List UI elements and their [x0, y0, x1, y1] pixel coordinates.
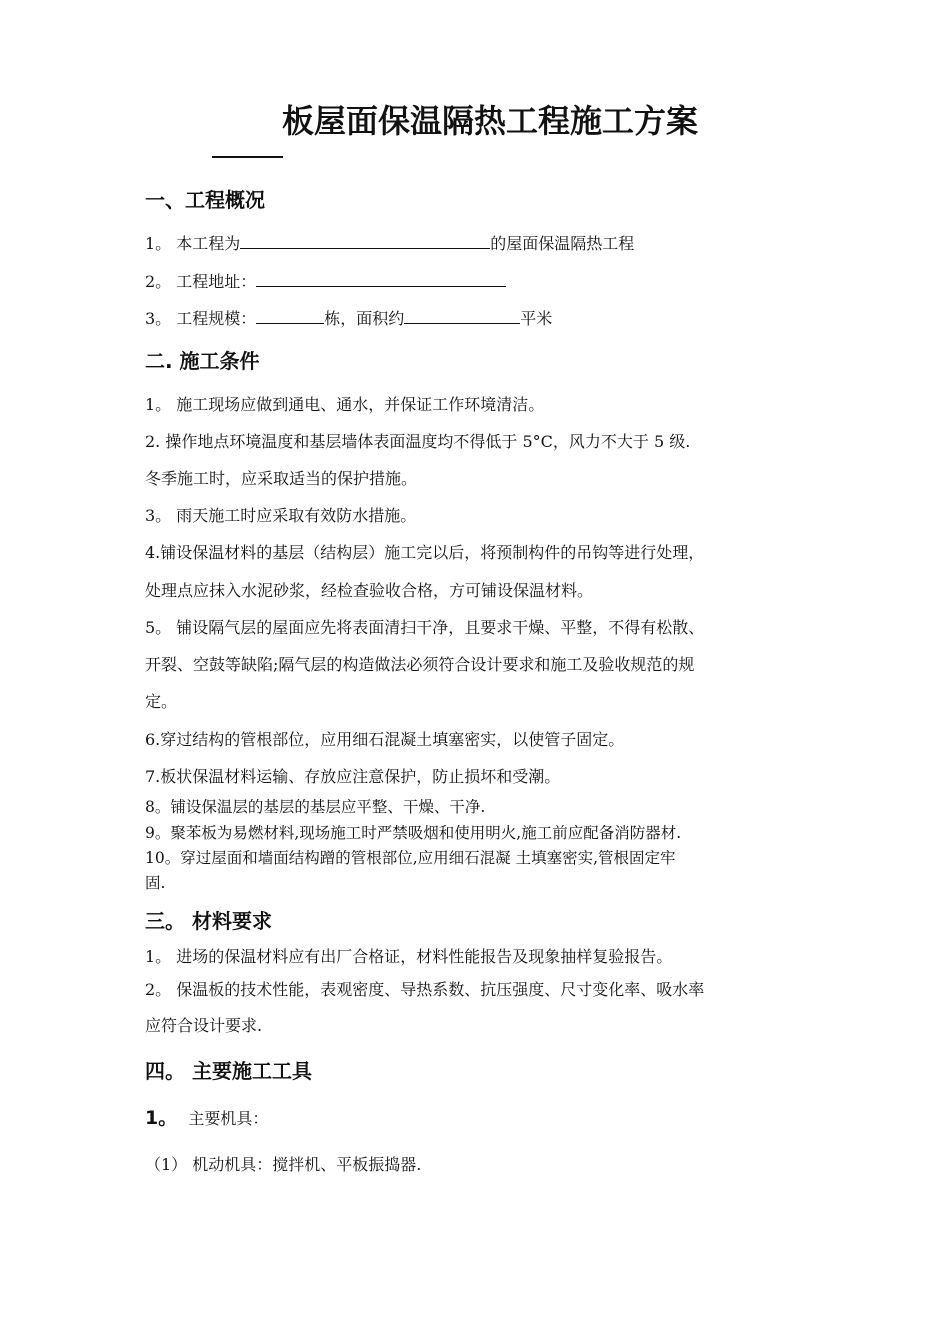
conditions-line: 冬季施工时，应采取适当的保护措施。 [145, 469, 418, 488]
document-title: 板屋面保温隔热工程施工方案 [282, 102, 699, 140]
conditions-line: 10。穿过屋面和墙面结构蹭的管根部位,应用细石混凝 土填塞密实,管根固定牢 [145, 849, 676, 867]
overview-line-3-middle: 栋，面积约 [324, 309, 405, 328]
title-underline [212, 156, 283, 158]
tools-sub-item: （1） 机动机具：搅拌机、平板振捣器. [145, 1155, 422, 1174]
project-address-blank [256, 270, 506, 287]
materials-line: 应符合设计要求. [145, 1016, 263, 1035]
overview-line-1-prefix: 1。 本工程为 [145, 234, 241, 253]
tools-item-1 [145, 1108, 268, 1129]
conditions-line: 2. 操作地点环境温度和基层墙体表面温度均不得低于 5°C，风力不大于 5 级. [145, 432, 691, 451]
tools-item-text: 主要机具： [188, 1109, 269, 1128]
conditions-line: 4.铺设保温材料的基层（结构层）施工完以后，将预制构件的吊钩等进行处理， [145, 543, 705, 562]
section-heading-materials: 三。 材料要求 [145, 909, 272, 933]
conditions-line: 固. [145, 874, 166, 892]
conditions-line: 开裂、空鼓等缺陷;隔气层的构造做法必须符合设计要求和施工及验收规范的规 [145, 655, 695, 674]
overview-line-1 [145, 232, 634, 254]
overview-line-2 [145, 270, 506, 292]
conditions-line: 6.穿过结构的管根部位，应用细石混凝土填塞密实，以使管子固定。 [145, 730, 625, 749]
conditions-line: 1。 施工现场应做到通电、通水，并保证工作环境清洁。 [145, 395, 545, 414]
conditions-line: 定。 [145, 692, 178, 711]
overview-line-3 [145, 307, 552, 329]
materials-line: 1。 进场的保温材料应有出厂合格证，材料性能报告及现象抽样复验报告。 [145, 947, 673, 966]
overview-line-3-prefix: 3。 工程规模： [145, 309, 257, 328]
conditions-line: 9。聚苯板为易燃材料,现场施工时严禁吸烟和使用明火,施工前应配备消防器材. [145, 824, 682, 842]
section-heading-tools: 四。 主要施工工具 [145, 1059, 312, 1083]
materials-line: 2。 保温板的技术性能，表观密度、导热系数、抗压强度、尺寸变化率、吸水率 [145, 980, 705, 999]
section-heading-overview: 一、工程概况 [145, 188, 265, 212]
overview-line-1-suffix: 的屋面保温隔热工程 [490, 234, 635, 253]
conditions-line: 8。铺设保温层的基层的基层应平整、干燥、干净. [145, 798, 486, 816]
tools-item-number: 1。 [145, 1107, 178, 1129]
conditions-line: 处理点应抹入水泥砂浆，经检查验收合格，方可铺设保温材料。 [145, 581, 594, 600]
conditions-line: 3。 雨天施工时应采取有效防水措施。 [145, 506, 417, 525]
section-heading-conditions: 二. 施工条件 [145, 349, 260, 373]
overview-line-2-prefix: 2。 工程地址： [145, 272, 257, 291]
conditions-line: 7.板状保温材料运输、存放应注意保护，防止损坏和受潮。 [145, 767, 561, 786]
conditions-line: 5。 铺设隔气层的屋面应先将表面清扫干净，且要求干燥、平整，不得有松散、 [145, 618, 705, 637]
building-count-blank [256, 307, 324, 324]
project-name-blank [240, 232, 490, 249]
overview-line-3-suffix: 平米 [520, 309, 553, 328]
area-blank [404, 307, 520, 324]
